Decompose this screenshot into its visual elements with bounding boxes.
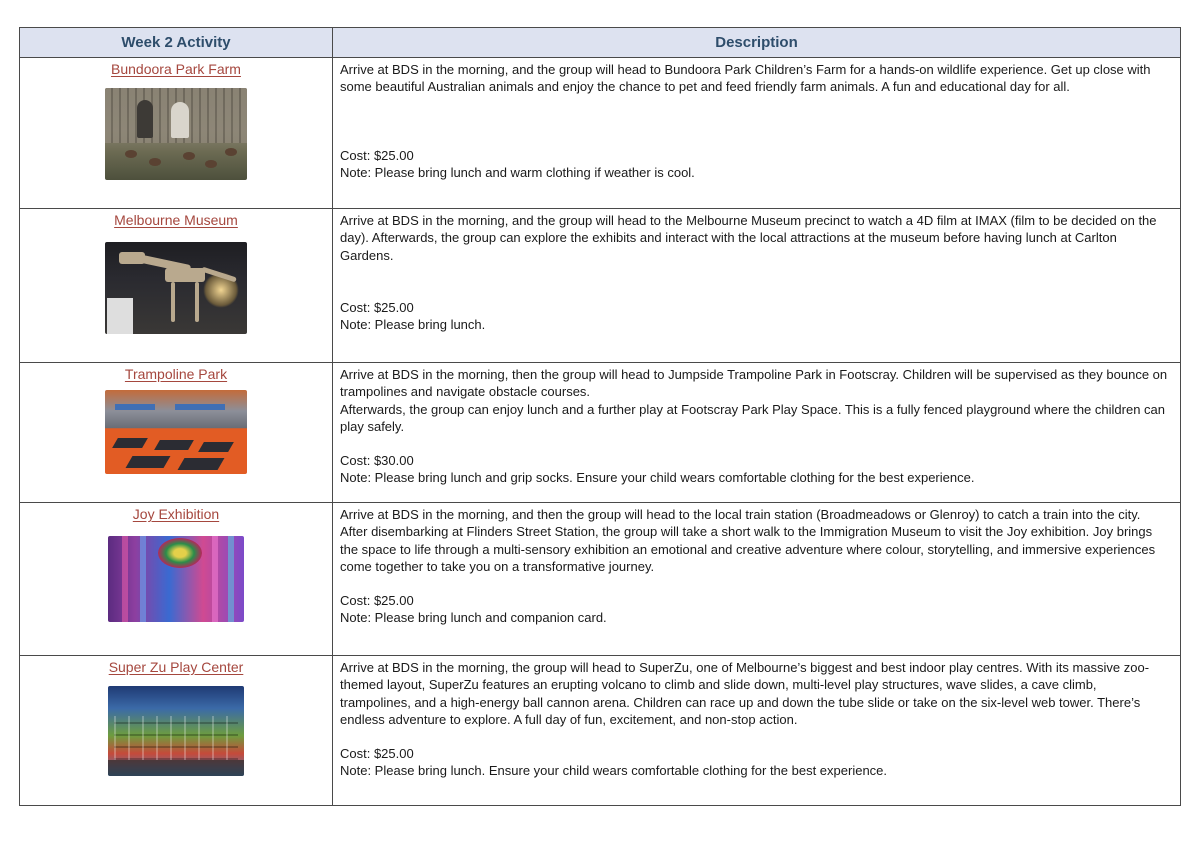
activity-note: Note: Please bring lunch and companion card. xyxy=(340,610,607,626)
week-2-activity-table xyxy=(19,27,1181,806)
table-row xyxy=(20,58,1181,209)
activity-title-link[interactable]: Trampoline Park xyxy=(124,366,228,382)
table-row xyxy=(20,656,1181,806)
activity-cost: Cost: $25.00 xyxy=(340,299,414,315)
table-row xyxy=(20,209,1181,363)
activity-description: Arrive at BDS in the morning, then the group will head to Jumpside Trampoline Park in Footscray. Children will be supervised as they bounce on trampolines and navigate obstacle courses. xyxy=(340,367,1168,400)
museum-photo-icon xyxy=(105,242,247,334)
activity-note: Note: Please bring lunch. Ensure your child wears comfortable clothing for the best experience. xyxy=(340,763,888,779)
activity-cost: Cost: $25.00 xyxy=(340,746,414,762)
activity-description: Arrive at BDS in the morning, the group will head to SuperZu, one of Melbourne’s biggest and best indoor play centres. With its massive zoo-themed layout, SuperZu features an erupting volcano to climb and slide down, multi-level play structures, wave slides, a cave climb, trampolines, and a high-energy ball cannon arena. Children can race up and down the tube slide or take on the six-level web tower. There’s endless adventure to explore. A full day of fun, excitement, and non-stop action. xyxy=(340,660,1150,727)
activity-description: Arrive at BDS in the morning, and then the group will head to the local train station (Broadmeadows or Glenroy) to catch a train into the city. After disembarking at Flinders Street Station, the group will take a short walk to the Immigration Museum to visit the Joy exhibition. Joy brings the space to life through a multi-sensory exhibition an emotional and creative adventure where colour, storytelling, and immersive experiences come together to take you on a transformative journey. xyxy=(340,507,1156,574)
description-cell xyxy=(333,209,1181,363)
activity-cell xyxy=(20,209,333,363)
activity-column-header: Week 2 Activity xyxy=(20,28,333,58)
activity-title-link[interactable]: Super Zu Play Center xyxy=(108,659,244,675)
activity-description-continued: Afterwards, the group can enjoy lunch and a further play at Footscray Park Play Space. This is a fully fenced playground where the children can play safely. xyxy=(340,401,1165,434)
description-column-header: Description xyxy=(333,28,1181,58)
farm-photo-icon xyxy=(105,88,247,180)
description-cell xyxy=(333,656,1181,806)
activity-title-link[interactable]: Bundoora Park Farm xyxy=(111,61,241,77)
activity-note: Note: Please bring lunch. xyxy=(340,317,486,333)
table-row xyxy=(20,503,1181,656)
activity-title-link[interactable]: Melbourne Museum xyxy=(114,212,238,228)
activity-cost: Cost: $30.00 xyxy=(340,453,414,469)
activity-cost: Cost: $25.00 xyxy=(340,147,414,163)
table-row xyxy=(20,363,1181,503)
play-center-photo-icon xyxy=(108,686,244,776)
activity-description: Arrive at BDS in the morning, and the group will head to the Melbourne Museum precinct to watch a 4D film at IMAX (film to be decided on the day). Afterwards, the group can explore the exhibits and interact with the local attractions at the museum before having lunch at Carlton Gardens. xyxy=(340,213,1157,263)
activity-cost: Cost: $25.00 xyxy=(340,593,414,609)
description-cell xyxy=(333,503,1181,656)
activity-cell xyxy=(20,503,333,656)
activity-cell xyxy=(20,58,333,209)
activity-description: Arrive at BDS in the morning, and the group will head to Bundoora Park Children’s Farm for a hands-on wildlife experience. Get up close with some beautiful Australian animals and enjoy the chance to pet and feed friendly farm animals. A fun and educational day for all. xyxy=(340,62,1151,95)
activity-sheet xyxy=(19,27,1181,806)
trampoline-photo-icon xyxy=(105,390,247,474)
activity-note: Note: Please bring lunch and grip socks. Ensure your child wears comfortable clothing for the best experience. xyxy=(340,470,975,486)
exhibition-photo-icon xyxy=(108,536,244,622)
description-cell xyxy=(333,363,1181,503)
activity-note: Note: Please bring lunch and warm clothing if weather is cool. xyxy=(340,164,695,180)
activity-title-link[interactable]: Joy Exhibition xyxy=(132,506,220,522)
activity-cell xyxy=(20,363,333,503)
activity-cell xyxy=(20,656,333,806)
table-header-row xyxy=(20,28,1181,58)
description-cell xyxy=(333,58,1181,209)
